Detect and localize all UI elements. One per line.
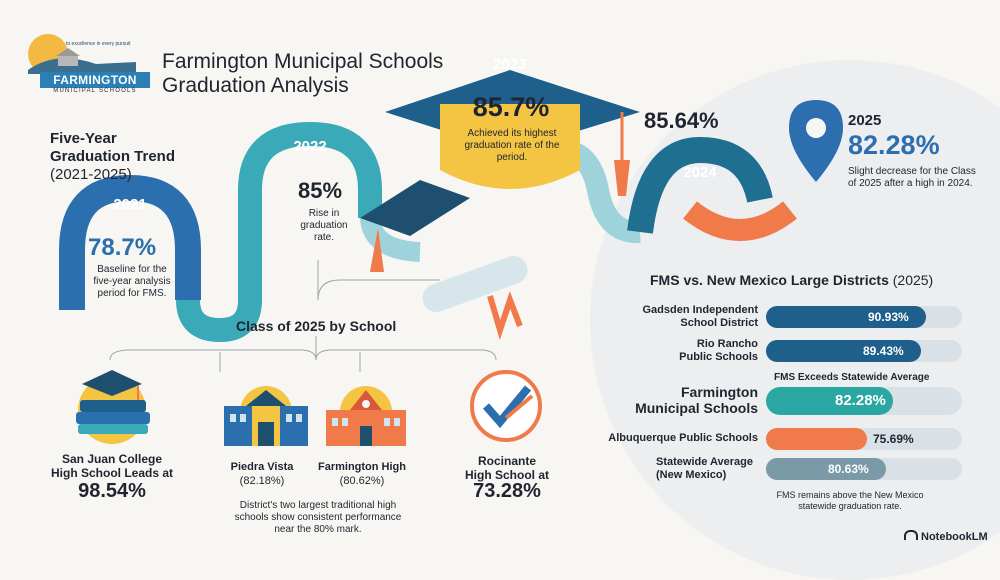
desc-2023-line-2: graduation rate of the <box>464 140 560 151</box>
note-line-2: schools show consistent performance <box>234 512 402 523</box>
bar-fill-3 <box>766 428 867 450</box>
farm-high-pct: (80.62%) <box>339 475 385 487</box>
value-2023: 85.7% <box>472 92 550 122</box>
san-juan-label <box>50 452 174 480</box>
logo-name: FARMINGTON <box>40 72 150 88</box>
rocinante-check-icon <box>466 366 546 446</box>
desc-2022-line-1: Rise in <box>308 208 340 219</box>
trend-heading-years: (2021-2025) <box>50 166 132 183</box>
bar-label-4 <box>656 456 766 482</box>
bar-track-4 <box>766 458 962 480</box>
comparison-heading <box>650 272 933 288</box>
title-line-2: Graduation Analysis <box>162 74 349 97</box>
notebooklm-brand <box>904 530 988 543</box>
farmington-high-building-icon <box>316 382 416 452</box>
bar-label-line-1: Rio Rancho <box>696 338 758 350</box>
year-2023-label: 2023 <box>493 56 527 73</box>
desc-2023-line-3: period. <box>496 152 528 163</box>
desc-2025-line-2: of 2025 after a high in 2024. <box>848 178 973 189</box>
bar-value-1: 89.43% <box>863 344 904 358</box>
piedra-pct: (82.18%) <box>239 475 285 487</box>
rocinante-label <box>452 454 562 482</box>
year-2022-label: 2022 <box>293 138 327 155</box>
footer-note-line-1: FMS remains above the New Mexico <box>776 490 924 500</box>
bar-label-line-2: School District <box>680 317 758 329</box>
bar-label-line-1: Gadsden Independent <box>642 304 758 316</box>
bar-label-line-1: Albuquerque Public Schools <box>608 432 758 444</box>
trend-heading-line-2: Graduation Trend <box>50 148 176 165</box>
trend-heading-line-1: Five-Year <box>50 130 117 147</box>
desc-2021-line-2: five-year analysis <box>93 276 171 287</box>
bar-label-2 <box>600 384 758 416</box>
footer-note-line-2: statewide graduation rate. <box>798 501 902 511</box>
comparison-heading-bold: FMS vs. New Mexico Large Districts <box>650 272 889 288</box>
desc-2022-line-3: rate. <box>313 232 334 243</box>
bar-track-1 <box>766 340 962 362</box>
bar-track-3 <box>766 428 962 450</box>
bar-label-0 <box>600 304 758 330</box>
desc-2021-line-1: Baseline for the <box>97 264 167 275</box>
piedra-name: Piedra Vista <box>230 461 294 473</box>
value-2021: 78.7% <box>88 234 157 261</box>
logo-subtitle: MUNICIPAL SCHOOLS <box>53 88 137 94</box>
logo-tagline: to excellence in every pursuit <box>66 41 131 47</box>
desc-2025-line-1: Slight decrease for the Class <box>848 166 976 177</box>
bar-label-1 <box>600 338 758 364</box>
year-2021-label: 2021 <box>113 196 147 213</box>
year-2025-label: 2025 <box>848 112 882 129</box>
notebooklm-label: NotebookLM <box>921 531 988 543</box>
note-line-3: near the 80% mark. <box>274 524 362 535</box>
fms-exceeds-note: FMS Exceeds Statewide Average <box>774 372 930 383</box>
comparison-heading-year: (2025) <box>892 272 934 288</box>
traditional-schools-note <box>228 500 408 536</box>
value-2025: 82.28% <box>848 130 940 160</box>
value-2022: 85% <box>298 178 343 203</box>
bar-value-2: 82.28% <box>835 392 886 409</box>
bar-label-line-2: Municipal Schools <box>635 400 758 416</box>
bar-label-3 <box>600 432 758 445</box>
bar-label-line-2: Public Schools <box>679 351 758 363</box>
bar-label-line-1: Statewide Average <box>656 456 754 468</box>
bar-value-3: 75.69% <box>873 432 914 446</box>
books-cap-icon <box>62 360 162 440</box>
schools-heading: Class of 2025 by School <box>236 318 397 334</box>
bar-track-2 <box>766 387 962 415</box>
bar-track-0 <box>766 306 962 328</box>
comparison-footer-note <box>760 490 940 512</box>
farm-high-name: Farmington High <box>318 461 406 473</box>
bar-label-line-2: (New Mexico) <box>656 469 727 481</box>
year-2024-label: 2024 <box>683 164 717 181</box>
bar-value-4: 80.63% <box>828 462 869 476</box>
desc-2021-line-3: period for FMS. <box>97 288 167 299</box>
notebooklm-icon <box>904 530 918 540</box>
san-juan-line-1: San Juan College <box>61 452 163 466</box>
note-line-1: District's two largest traditional high <box>239 500 397 511</box>
bar-label-line-1: Farmington <box>681 384 758 400</box>
bar-value-0: 90.93% <box>868 310 909 324</box>
rocinante-pct: 73.28% <box>473 480 541 502</box>
piedra-vista-label <box>222 460 302 488</box>
san-juan-line-2: High School Leads at <box>50 466 173 480</box>
desc-2023-line-1: Achieved its highest <box>467 128 557 139</box>
farmington-high-label <box>312 460 412 488</box>
title-line-1: Farmington Municipal Schools <box>162 50 444 73</box>
desc-2022-line-2: graduation <box>300 220 348 231</box>
rocinante-line-2: High School at <box>465 468 549 482</box>
value-2024: 85.64% <box>644 108 719 133</box>
rocinante-line-1: Rocinante <box>477 454 536 468</box>
piedra-vista-building-icon <box>216 382 316 452</box>
san-juan-pct: 98.54% <box>78 480 146 502</box>
